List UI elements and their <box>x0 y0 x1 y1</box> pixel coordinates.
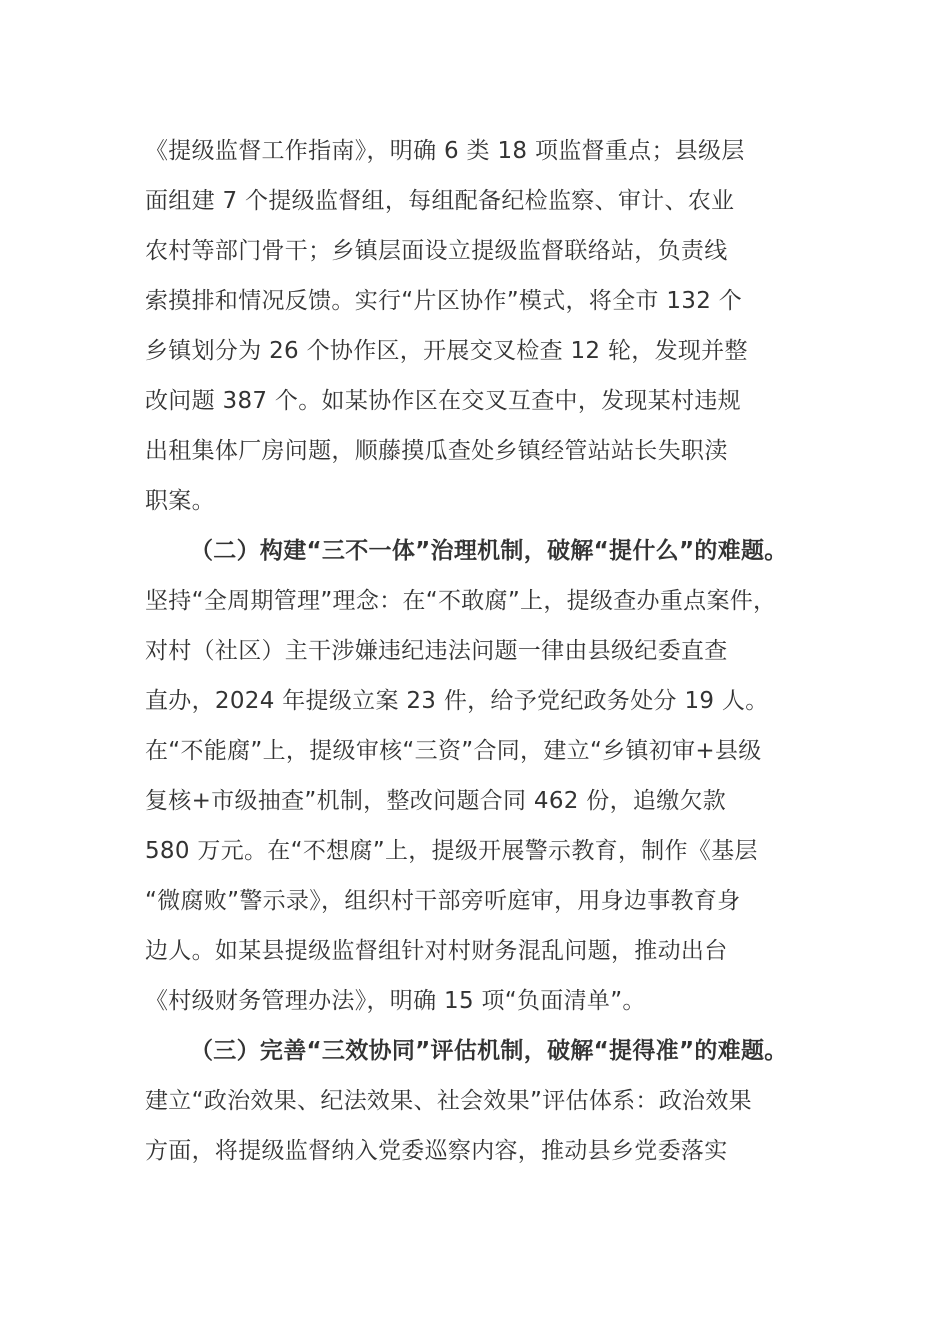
text-line: 职案。 <box>145 488 215 514</box>
text-line: 《村级财务管理办法》，明确 15 项“负面清单”。 <box>145 988 646 1014</box>
text-line: 面组建 7 个提级监督组，每组配备纪检监察、审计、农业 <box>145 188 735 214</box>
text-line: 边人。如某县提级监督组针对村财务混乱问题，推动出台 <box>145 938 728 964</box>
text-line: 直办，2024 年提级立案 23 件，给予党纪政务处分 19 人。 <box>145 688 769 714</box>
text-line: 580 万元。在“不想腐”上，提级开展警示教育，制作《基层 <box>145 838 758 864</box>
text-line: 出租集体厂房问题，顺藤摸瓜查处乡镇经管站站长失职渎 <box>145 438 728 464</box>
text-line: 对村（社区）主干涉嫌违纪违法问题一律由县级纪委直查 <box>145 638 728 664</box>
text-line: 索摸排和情况反馈。实行“片区协作”模式，将全市 132 个 <box>145 288 743 314</box>
text-line: 建立“政治效果、纪法效果、社会效果”评估体系：政治效果 <box>145 1088 752 1114</box>
text-line: 改问题 387 个。如某协作区在交叉互查中，发现某村违规 <box>145 388 741 414</box>
text-line: 复核+市级抽查”机制，整改问题合同 462 份，追缴欠款 <box>145 788 727 814</box>
text-line: 坚持“全周期管理”理念：在“不敢腐”上，提级查办重点案件， <box>145 588 777 614</box>
text-line: 在“不能腐”上，提级审核“三资”合同，建立“乡镇初审+县级 <box>145 738 762 764</box>
text-line: 方面，将提级监督纳入党委巡察内容，推动县乡党委落实 <box>145 1138 728 1164</box>
section-heading: （二）构建“三不一体”治理机制，破解“提什么”的难题。 <box>190 538 788 564</box>
text-line: 《提级监督工作指南》，明确 6 类 18 项监督重点；县级层 <box>145 138 745 164</box>
text-line: 乡镇划分为 26 个协作区，开展交叉检查 12 轮，发现并整 <box>145 338 748 364</box>
text-line: 农村等部门骨干；乡镇层面设立提级监督联络站，负责线 <box>145 238 728 264</box>
text-line: “微腐败”警示录》，组织村干部旁听庭审，用身边事教育身 <box>145 888 741 914</box>
section-heading: （三）完善“三效协同”评估机制，破解“提得准”的难题。 <box>190 1038 788 1064</box>
